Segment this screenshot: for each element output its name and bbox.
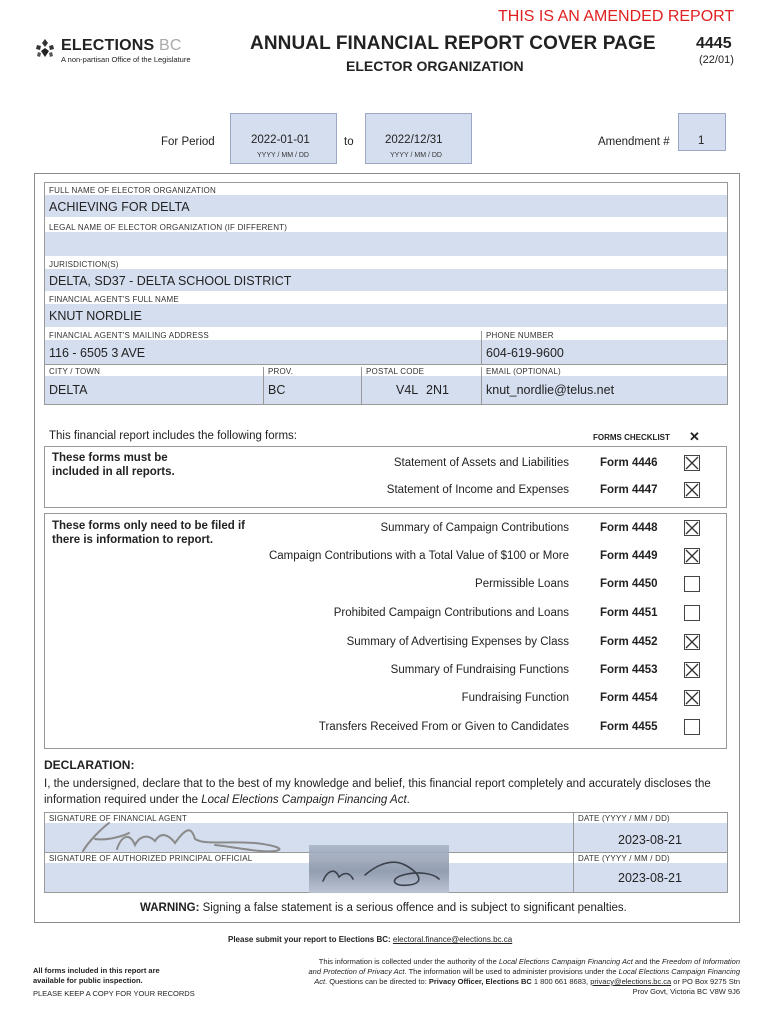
agent-name-label: FINANCIAL AGENT'S FULL NAME [49, 295, 179, 304]
divider [573, 813, 574, 892]
form-checkbox[interactable] [684, 719, 700, 735]
required-forms-section [44, 446, 727, 508]
phone-label: PHONE NUMBER [486, 331, 554, 340]
public-note-line2: available for public inspection. [33, 975, 143, 985]
form-code: Form 4455 [600, 721, 658, 733]
form-description: Prohibited Campaign Contributions and Loans [333, 607, 569, 619]
phone-field[interactable] [482, 340, 727, 364]
period-from-format: YYYY / MM / DD [257, 152, 309, 159]
city-field[interactable] [45, 376, 263, 404]
postal-code-field[interactable] [362, 376, 481, 404]
email-value: knut_nordlie@telus.net [486, 383, 615, 397]
agent-handwritten-signature [65, 819, 305, 853]
period-from-field[interactable] [230, 113, 337, 164]
period-to-label: to [344, 136, 354, 148]
logo-text: ELECTIONS [61, 37, 155, 54]
divider [481, 331, 482, 364]
form-checkbox[interactable] [684, 576, 700, 592]
privacy-text: 1 800 661 8683, [531, 977, 591, 986]
form-number: 4445 [696, 35, 732, 52]
privacy-text: or PO Box 9275 Stn Prov Govt, Victoria BC V8W 9J6 [632, 977, 740, 996]
logo-wordmark [61, 37, 182, 55]
agent-signature-label: SIGNATURE OF FINANCIAL AGENT [49, 814, 188, 823]
city-label: CITY / TOWN [49, 367, 101, 376]
checkbox-x-mark-icon [685, 549, 699, 563]
warning-message: Signing a false statement is a serious offence and is subject to significant penalties. [199, 902, 627, 914]
amended-report-notice: THIS IS AN AMENDED REPORT [498, 8, 735, 25]
logo-bc: BC [159, 37, 182, 54]
warning-text [140, 902, 627, 914]
declaration-text [44, 776, 724, 808]
required-forms-group-label: These forms must be included in all reports. [52, 452, 175, 478]
form-description: Statement of Income and Expenses [386, 484, 569, 496]
jurisdiction-label: JURISDICTION(S) [49, 260, 119, 269]
privacy-email-link[interactable]: privacy@elections.bc.ca [590, 977, 672, 986]
email-label: EMAIL (OPTIONAL) [486, 367, 561, 376]
logo-subtitle: A non-partisan Office of the Legislature [61, 55, 191, 64]
amendment-number-field[interactable] [678, 113, 726, 151]
agent-date-field[interactable] [574, 823, 727, 852]
agent-date-label: DATE (YYYY / MM / DD) [578, 814, 670, 823]
form-description: Summary of Fundraising Functions [390, 664, 569, 676]
page-subtitle: ELECTOR ORGANIZATION [346, 58, 524, 74]
privacy-text: and the [632, 957, 663, 966]
form-checkbox[interactable] [684, 520, 700, 536]
full-name-field[interactable] [45, 195, 727, 217]
official-date-value: 2023-08-21 [618, 871, 682, 885]
city-value: DELTA [49, 383, 88, 397]
form-code: Form 4454 [600, 692, 658, 704]
elections-bc-logo-icon [33, 37, 57, 61]
form-code: Form 4452 [600, 636, 658, 648]
postal-code-part1: V4L [396, 383, 419, 397]
form-checkbox[interactable] [684, 690, 700, 706]
checkbox-x-mark-icon [685, 521, 699, 535]
privacy-text: . The information will be used to administer provisions under the [404, 967, 619, 976]
full-name-label: FULL NAME OF ELECTOR ORGANIZATION [49, 186, 216, 195]
declaration-title: DECLARATION: [44, 758, 135, 772]
checklist-x-icon: ✕ [689, 429, 700, 444]
period-to-value: 2022/12/31 [385, 134, 443, 146]
declaration-act-name: Local Elections Campaign Financing Act [201, 794, 407, 806]
postal-label: POSTAL CODE [366, 367, 425, 376]
form-code: Form 4453 [600, 664, 658, 676]
address-field[interactable] [45, 340, 481, 364]
divider [263, 367, 264, 404]
privacy-notice [306, 957, 740, 997]
form-code: Form 4447 [600, 484, 658, 496]
privacy-text: This information is collected under the authority of the [318, 957, 499, 966]
privacy-act-name: Local Elections Campaign Financing Act [498, 957, 633, 966]
public-note-line1: All forms included in this report are [33, 966, 160, 975]
email-field[interactable] [482, 376, 727, 404]
phone-value: 604-619-9600 [486, 346, 564, 360]
submit-instructions [228, 935, 512, 944]
checkbox-x-mark-icon [685, 635, 699, 649]
agent-name-field[interactable] [45, 304, 727, 327]
period-from-value: 2022-01-01 [251, 134, 310, 146]
amendment-number-value: 1 [698, 135, 705, 147]
full-name-value: ACHIEVING FOR DELTA [49, 200, 190, 214]
public-inspection-note [33, 966, 195, 999]
form-version: (22/01) [699, 54, 734, 66]
checkbox-x-mark-icon [685, 691, 699, 705]
form-checkbox[interactable] [684, 605, 700, 621]
legal-name-field[interactable] [45, 232, 727, 256]
optional-forms-group-label: These forms only need to be filed if there is information to report. [52, 520, 245, 546]
form-description: Summary of Campaign Contributions [380, 522, 569, 534]
form-checkbox[interactable] [684, 662, 700, 678]
form-description: Summary of Advertising Expenses by Class [346, 636, 569, 648]
form-description: Fundraising Function [461, 692, 569, 704]
official-signature-field[interactable] [45, 863, 573, 892]
form-checkbox[interactable] [684, 455, 700, 471]
form-checkbox[interactable] [684, 634, 700, 650]
period-to-field[interactable] [365, 113, 472, 164]
form-description: Permissible Loans [475, 578, 569, 590]
page-title: ANNUAL FINANCIAL REPORT COVER PAGE [250, 33, 656, 54]
organization-info-section [44, 182, 728, 405]
form-description: Campaign Contributions with a Total Value of $100 or More [268, 550, 569, 562]
divider [481, 367, 482, 404]
divider [361, 367, 362, 404]
official-signature-label: SIGNATURE OF AUTHORIZED PRINCIPAL OFFICIAL [49, 854, 253, 863]
amendment-label: Amendment # [598, 136, 670, 148]
forms-checklist-label: FORMS CHECKLIST [593, 433, 670, 442]
official-date-label: DATE (YYYY / MM / DD) [578, 854, 670, 863]
privacy-text: . Questions can be directed to: [325, 977, 429, 986]
jurisdiction-value: DELTA, SD37 - DELTA SCHOOL DISTRICT [49, 274, 292, 288]
checkbox-x-mark-icon [685, 483, 699, 497]
agent-name-value: KNUT NORDLIE [49, 309, 142, 323]
period-to-format: YYYY / MM / DD [390, 152, 442, 159]
prov-label: PROV. [268, 367, 294, 376]
signature-section [44, 812, 728, 893]
legal-name-label: LEGAL NAME OF ELECTOR ORGANIZATION (IF DIFFERENT) [49, 223, 288, 232]
forms-intro: This financial report includes the following forms: [49, 430, 298, 442]
agent-date-value: 2023-08-21 [618, 833, 682, 847]
period-label: For Period [161, 136, 215, 148]
optional-forms-section [44, 513, 727, 749]
form-code: Form 4449 [600, 550, 658, 562]
jurisdiction-field[interactable] [45, 269, 727, 291]
submit-email-link[interactable]: electoral.finance@elections.bc.ca [392, 935, 513, 944]
declaration-text-part: I, the undersigned, declare that to the best of my knowledge and belief, this financial report completely and accurately discloses the information required under the [44, 778, 711, 806]
warning-label: WARNING: [140, 902, 200, 914]
privacy-officer: Privacy Officer, Elections BC [428, 977, 532, 986]
official-date-field[interactable] [574, 863, 727, 892]
keep-copy-note: PLEASE KEEP A COPY FOR YOUR RECORDS [33, 989, 195, 998]
privacy-act-name: Freedom of Information and Protection of Privacy Act [308, 957, 740, 976]
address-value: 116 - 6505 3 AVE [49, 346, 146, 360]
form-code: Form 4446 [600, 457, 658, 469]
privacy-act-name: Local Elections Campaign Financing Act [314, 967, 740, 986]
form-checkbox[interactable] [684, 548, 700, 564]
postal-code-part2: 2N1 [426, 383, 449, 397]
form-code: Form 4450 [600, 578, 658, 590]
checkbox-x-mark-icon [685, 456, 699, 470]
form-description: Statement of Assets and Liabilities [393, 457, 569, 469]
checkbox-x-mark-icon [685, 663, 699, 677]
form-description: Transfers Received From or Given to Candidates [318, 721, 569, 733]
form-code: Form 4448 [600, 522, 658, 534]
address-label: FINANCIAL AGENT'S MAILING ADDRESS [49, 331, 209, 340]
form-checkbox[interactable] [684, 482, 700, 498]
prov-field[interactable] [264, 376, 361, 404]
submit-text: Please submit your report to Elections BC: [228, 935, 393, 944]
prov-value: BC [268, 383, 286, 397]
divider [45, 364, 727, 365]
declaration-text-end: . [406, 794, 410, 806]
official-handwritten-signature [309, 845, 449, 893]
form-code: Form 4451 [600, 607, 658, 619]
